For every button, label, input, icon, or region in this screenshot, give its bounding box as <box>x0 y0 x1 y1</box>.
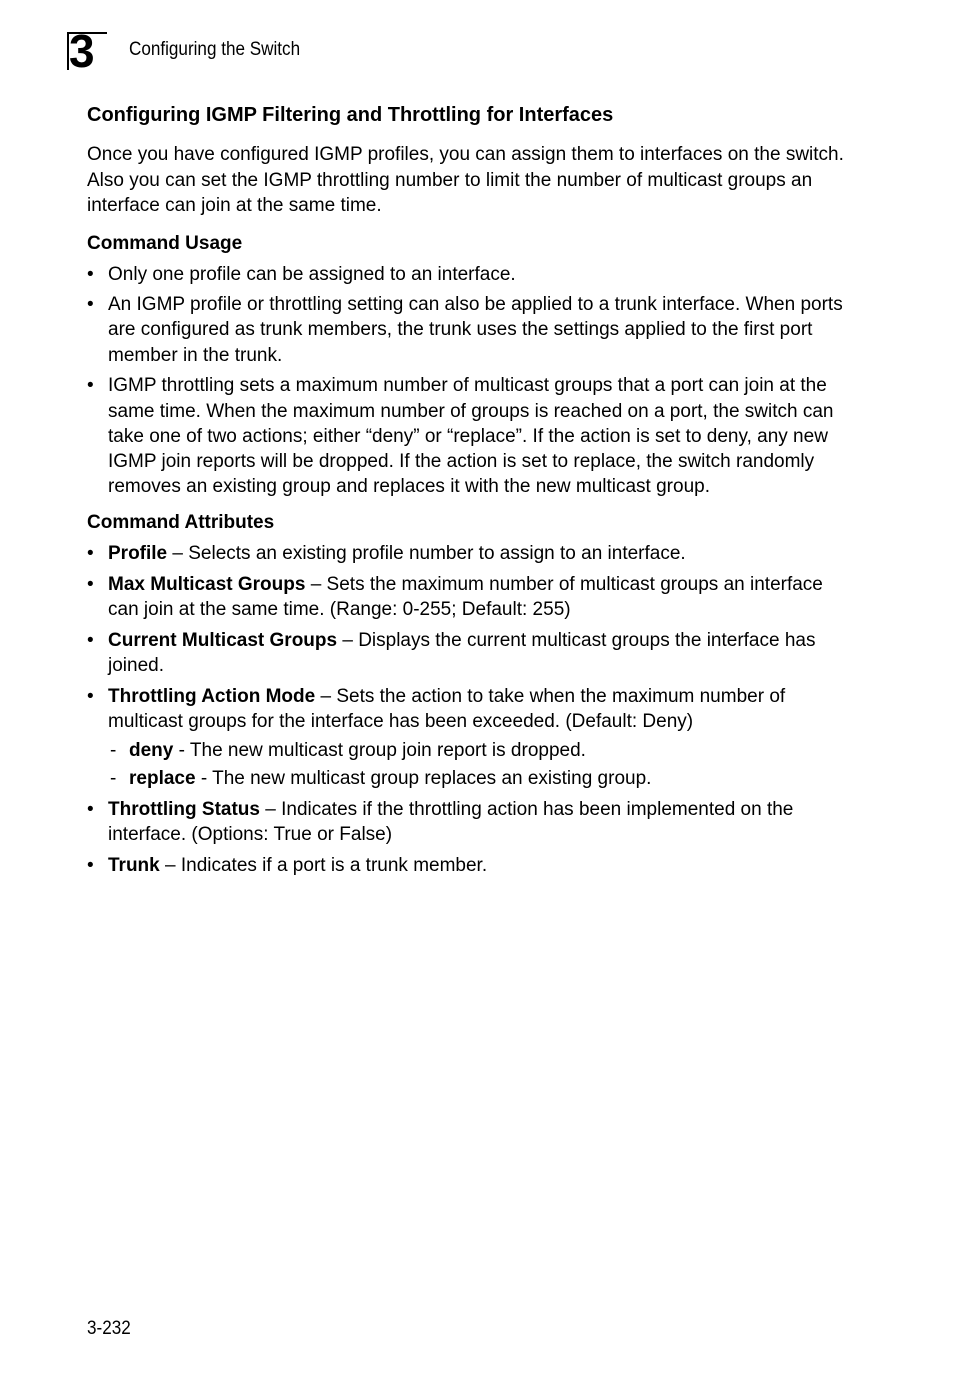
page-number: 3-232 <box>87 1318 131 1339</box>
attribute-term: Trunk <box>108 854 160 876</box>
attribute-description: – Indicates if the throttling action has been implemented on the interface. (Options: True or False) <box>108 798 794 845</box>
list-item <box>87 628 857 678</box>
chapter-number: 3 <box>69 25 95 77</box>
attribute-term: Profile <box>108 543 168 565</box>
attribute-term: Throttling Status <box>108 798 260 820</box>
list-item: • Only one profile can be assigned to an interface. <box>87 262 857 287</box>
action-options-list <box>108 738 857 791</box>
list-item <box>87 853 857 878</box>
chapter-marker <box>67 25 107 77</box>
attribute-description: – Indicates if a port is a trunk member. <box>159 854 488 876</box>
command-usage-list <box>87 262 857 500</box>
option-description: - The new multicast group replaces an existing group. <box>195 768 652 790</box>
list-item <box>87 572 857 622</box>
list-item <box>108 766 857 791</box>
attribute-description: – Selects an existing profile number to assign to an interface. <box>167 543 686 565</box>
command-usage-heading: Command Usage <box>87 232 243 254</box>
main-content <box>87 102 857 889</box>
attribute-description: – Sets the action to take when the maximum number of multicast groups for the interface has been exceeded. (Default: Deny) <box>108 685 786 733</box>
list-item: • IGMP throttling sets a maximum number of multicast groups that a port can join at the same time. When the maximum number of groups is reached on a port, the switch can take one of two actions; either “deny” or “replace”. If the action is set to deny, any new IGMP join reports will be dropped. If the action is set to replace, the switch randomly removes an existing group and replaces it with the new multicast group. <box>87 373 857 499</box>
list-item <box>108 738 857 763</box>
list-item: • An IGMP profile or throttling setting can also be applied to a trunk interface. When ports are configured as trunk members, the trunk uses the settings applied to the first port member in the trunk. <box>87 292 857 368</box>
list-item <box>87 797 857 847</box>
list-item <box>87 684 857 791</box>
attribute-description: – Displays the current multicast groups the interface has joined. <box>108 629 816 677</box>
command-attributes-list <box>87 541 857 878</box>
running-header-title: Configuring the Switch <box>129 39 301 60</box>
list-item <box>87 541 857 566</box>
option-term: deny <box>129 740 174 762</box>
attribute-description: – Sets the maximum number of multicast groups an interface can join at the same time. (Range: 0-255; Default: 255) <box>108 574 823 621</box>
section-title: Configuring IGMP Filtering and Throttling for Interfaces <box>87 104 614 126</box>
section-intro: Once you have configured IGMP profiles, you can assign them to interfaces on the switch. Also you can set the IGMP throttling number to limit the number of multicast groups an interface can join at the same time. <box>87 144 844 216</box>
attribute-term: Max Multicast Groups <box>108 574 306 596</box>
attribute-term: Throttling Action Mode <box>108 685 316 707</box>
option-description: - The new multicast group join report is dropped. <box>173 740 586 762</box>
attribute-term: Current Multicast Groups <box>108 629 338 651</box>
option-term: replace <box>129 768 196 790</box>
command-attributes-heading: Command Attributes <box>87 512 275 534</box>
